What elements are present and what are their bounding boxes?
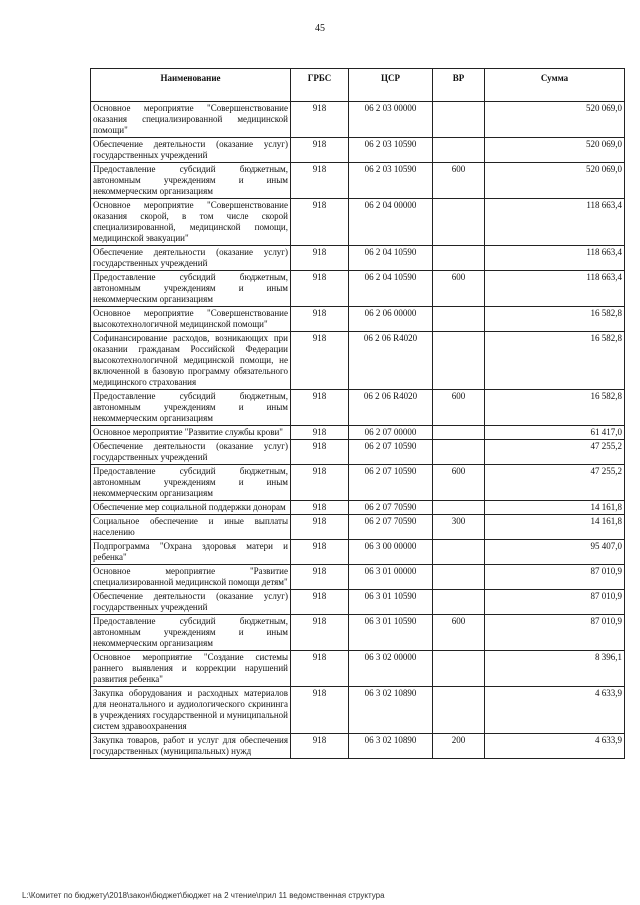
row-vr-cell [433,307,485,332]
column-header-grbs: ГРБС [291,69,349,102]
row-name-cell: Обеспечение деятельности (оказание услуг) государственных учреждений [91,246,291,271]
table-row [91,687,625,734]
row-grbs-cell: 918 [291,734,349,759]
row-grbs-cell: 918 [291,102,349,138]
table-row [91,540,625,565]
row-sum-cell: 87 010,9 [485,590,625,615]
row-vr-cell [433,687,485,734]
row-sum-cell: 4 633,9 [485,734,625,759]
row-csr-cell: 06 2 04 00000 [349,199,433,246]
row-csr-cell: 06 2 06 R4020 [349,390,433,426]
table-row [91,615,625,651]
row-csr-cell: 06 3 01 10590 [349,615,433,651]
row-name-cell: Предоставление субсидий бюджетным, автономным учреждениям и иным некоммерческим организациям [91,390,291,426]
column-header-sum: Сумма [485,69,625,102]
row-grbs-cell: 918 [291,271,349,307]
row-sum-cell: 118 663,4 [485,246,625,271]
row-vr-cell [433,440,485,465]
row-csr-cell: 06 3 01 10590 [349,590,433,615]
row-name-cell: Основное мероприятие "Создание системы раннего выявления и коррекции нарушений развития ребенка" [91,651,291,687]
row-csr-cell: 06 2 04 10590 [349,271,433,307]
row-name-cell: Закупка товаров, работ и услуг для обеспечения государственных (муниципальных) нужд [91,734,291,759]
row-grbs-cell: 918 [291,332,349,390]
row-vr-cell [433,199,485,246]
row-csr-cell: 06 3 00 00000 [349,540,433,565]
row-sum-cell: 47 255,2 [485,440,625,465]
table-row [91,734,625,759]
table-row [91,651,625,687]
row-vr-cell [433,565,485,590]
row-name-cell: Основное мероприятие "Совершенствование оказания специализированной медицинской помощи" [91,102,291,138]
row-vr-cell: 600 [433,271,485,307]
table-row [91,332,625,390]
row-grbs-cell: 918 [291,307,349,332]
row-grbs-cell: 918 [291,246,349,271]
row-grbs-cell: 918 [291,163,349,199]
row-sum-cell: 16 582,8 [485,307,625,332]
row-name-cell: Социальное обеспечение и иные выплаты населению [91,515,291,540]
row-grbs-cell: 918 [291,138,349,163]
row-sum-cell: 520 069,0 [485,102,625,138]
row-vr-cell: 200 [433,734,485,759]
row-csr-cell: 06 2 07 00000 [349,426,433,440]
row-grbs-cell: 918 [291,390,349,426]
row-grbs-cell: 918 [291,199,349,246]
row-name-cell: Обеспечение мер социальной поддержки донорам [91,501,291,515]
row-grbs-cell: 918 [291,651,349,687]
row-csr-cell: 06 3 02 10890 [349,734,433,759]
row-grbs-cell: 918 [291,540,349,565]
row-sum-cell: 118 663,4 [485,271,625,307]
row-vr-cell: 600 [433,390,485,426]
table-row [91,102,625,138]
row-sum-cell: 16 582,8 [485,390,625,426]
row-vr-cell [433,102,485,138]
table-header-row [91,69,625,102]
row-grbs-cell: 918 [291,565,349,590]
budget-table [90,68,625,759]
footer-file-path: L:\Комитет по бюджету\2018\закон\бюджет\бюджет на 2 чтение\прил 11 ведомственная структура [22,891,385,900]
row-name-cell: Закупка оборудования и расходных материалов для неонатального и аудиологического скрининга в учреждениях государственной и муниципальной систем здравоохранения [91,687,291,734]
table-body [91,102,625,759]
row-sum-cell: 47 255,2 [485,465,625,501]
row-grbs-cell: 918 [291,440,349,465]
row-grbs-cell: 918 [291,515,349,540]
row-csr-cell: 06 2 06 00000 [349,307,433,332]
row-sum-cell: 95 407,0 [485,540,625,565]
page-number: 45 [315,23,325,34]
row-grbs-cell: 918 [291,426,349,440]
row-csr-cell: 06 2 03 10590 [349,163,433,199]
column-header-name: Наименование [91,69,291,102]
row-name-cell: Предоставление субсидий бюджетным, автономным учреждениям и иным некоммерческим организациям [91,163,291,199]
row-csr-cell: 06 2 07 70590 [349,501,433,515]
row-csr-cell: 06 2 07 10590 [349,465,433,501]
row-vr-cell [433,651,485,687]
row-csr-cell: 06 2 04 10590 [349,246,433,271]
table-row [91,515,625,540]
row-sum-cell: 16 582,8 [485,332,625,390]
row-sum-cell: 87 010,9 [485,565,625,590]
row-csr-cell: 06 2 07 70590 [349,515,433,540]
table-row [91,501,625,515]
row-sum-cell: 118 663,4 [485,199,625,246]
row-grbs-cell: 918 [291,687,349,734]
table-row [91,307,625,332]
table-row [91,440,625,465]
row-name-cell: Предоставление субсидий бюджетным, автономным учреждениям и иным некоммерческим организациям [91,465,291,501]
row-name-cell: Подпрограмма "Охрана здоровья матери и ребенка" [91,540,291,565]
table-row [91,565,625,590]
row-vr-cell: 300 [433,515,485,540]
row-name-cell: Предоставление субсидий бюджетным, автономным учреждениям и иным некоммерческим организациям [91,271,291,307]
table-row [91,426,625,440]
row-csr-cell: 06 3 02 00000 [349,651,433,687]
row-name-cell: Основное мероприятие "Совершенствование высокотехнологичной медицинской помощи" [91,307,291,332]
row-vr-cell [433,246,485,271]
row-csr-cell: 06 3 01 00000 [349,565,433,590]
row-name-cell: Обеспечение деятельности (оказание услуг) государственных учреждений [91,590,291,615]
row-vr-cell [433,332,485,390]
row-vr-cell [433,138,485,163]
row-grbs-cell: 918 [291,465,349,501]
row-sum-cell: 61 417,0 [485,426,625,440]
row-sum-cell: 4 633,9 [485,687,625,734]
row-vr-cell [433,501,485,515]
row-vr-cell [433,426,485,440]
table-row [91,246,625,271]
row-sum-cell: 14 161,8 [485,501,625,515]
row-grbs-cell: 918 [291,501,349,515]
row-csr-cell: 06 2 07 10590 [349,440,433,465]
row-name-cell: Софинансирование расходов, возникающих при оказании гражданам Российской Федерации высокотехнологичной медицинской помощи, не включенной в базовую программу обязательного медицинского страхования [91,332,291,390]
row-csr-cell: 06 2 03 10590 [349,138,433,163]
row-vr-cell: 600 [433,163,485,199]
table-row [91,199,625,246]
table-row [91,465,625,501]
row-sum-cell: 8 396,1 [485,651,625,687]
row-vr-cell [433,590,485,615]
row-grbs-cell: 918 [291,590,349,615]
row-name-cell: Предоставление субсидий бюджетным, автономным учреждениям и иным некоммерческим организациям [91,615,291,651]
row-sum-cell: 87 010,9 [485,615,625,651]
row-name-cell: Основное мероприятие "Развитие службы крови" [91,426,291,440]
row-grbs-cell: 918 [291,615,349,651]
row-name-cell: Основное мероприятие "Развитие специализированной медицинской помощи детям" [91,565,291,590]
row-vr-cell: 600 [433,465,485,501]
row-csr-cell: 06 2 06 R4020 [349,332,433,390]
table-row [91,590,625,615]
row-sum-cell: 520 069,0 [485,163,625,199]
column-header-vr: ВР [433,69,485,102]
row-vr-cell: 600 [433,615,485,651]
table-row [91,271,625,307]
row-csr-cell: 06 3 02 10890 [349,687,433,734]
table-row [91,138,625,163]
row-sum-cell: 520 069,0 [485,138,625,163]
row-name-cell: Обеспечение деятельности (оказание услуг) государственных учреждений [91,138,291,163]
table-row [91,390,625,426]
row-sum-cell: 14 161,8 [485,515,625,540]
row-csr-cell: 06 2 03 00000 [349,102,433,138]
column-header-csr: ЦСР [349,69,433,102]
row-vr-cell [433,540,485,565]
table-row [91,163,625,199]
row-name-cell: Обеспечение деятельности (оказание услуг) государственных учреждений [91,440,291,465]
row-name-cell: Основное мероприятие "Совершенствование оказания скорой, в том числе скорой специализированной, медицинской помощи, медицинской эвакуации" [91,199,291,246]
